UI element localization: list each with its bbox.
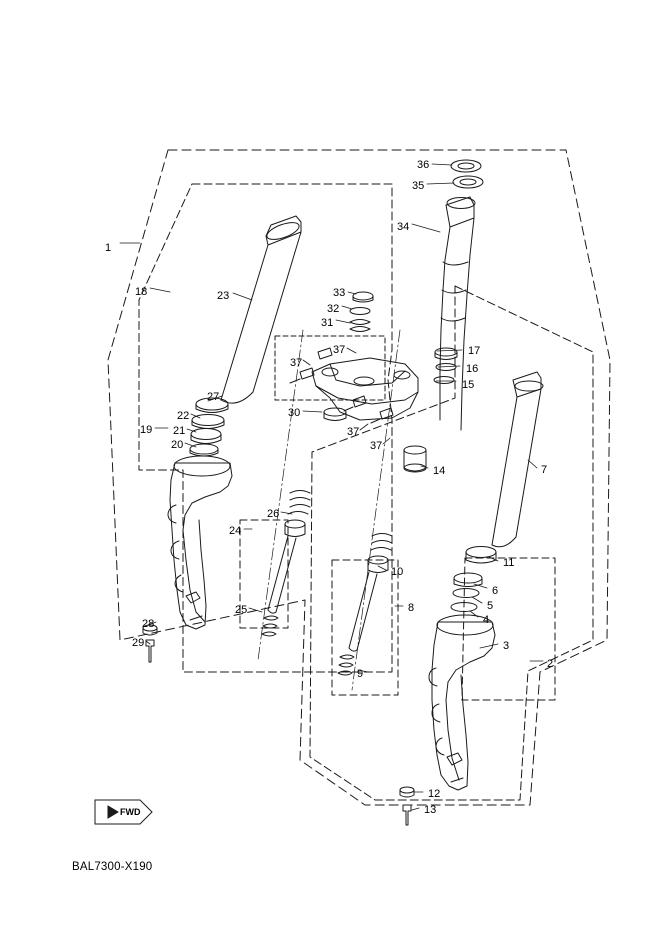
callout-number-4: 4 bbox=[483, 614, 490, 626]
part-33-ring bbox=[353, 292, 373, 302]
part-11-ring bbox=[466, 547, 496, 564]
part-21-seal bbox=[191, 429, 221, 444]
callout-number-32: 32 bbox=[327, 303, 340, 315]
part-36-ring bbox=[451, 160, 481, 172]
part-code-label: BAL7300-X190 bbox=[72, 861, 153, 873]
callout-number-15: 15 bbox=[462, 379, 475, 391]
callout-number-21: 21 bbox=[173, 425, 186, 437]
callout-number-5: 5 bbox=[487, 600, 494, 612]
callout-number-11: 11 bbox=[503, 557, 515, 569]
callout-number-6: 6 bbox=[492, 585, 499, 597]
part-6-ring bbox=[454, 573, 482, 587]
part-15-ring bbox=[434, 377, 454, 384]
callout-number-30: 30 bbox=[288, 407, 301, 419]
callout-number-24: 24 bbox=[229, 525, 242, 537]
part-3-right-slider bbox=[429, 615, 495, 790]
group-boundary-2 bbox=[310, 286, 593, 800]
callout-number-37a: 37 bbox=[290, 357, 303, 369]
callout-number-36: 36 bbox=[417, 159, 430, 171]
callout-number-33: 33 bbox=[333, 287, 346, 299]
part-13-bolt bbox=[403, 805, 411, 825]
part-31-spring bbox=[350, 320, 370, 332]
callout-number-25: 25 bbox=[235, 604, 248, 616]
part-12-bolt bbox=[400, 787, 414, 797]
callout-number-22: 22 bbox=[177, 410, 190, 422]
part-14-collar bbox=[404, 446, 426, 472]
callout-number-9: 9 bbox=[357, 668, 364, 680]
callout-number-31: 31 bbox=[321, 317, 334, 329]
part-30-under-bracket bbox=[312, 358, 418, 420]
part-30-collar bbox=[324, 408, 346, 421]
part-19-left-slider bbox=[168, 456, 232, 629]
callout-number-7: 7 bbox=[541, 464, 548, 476]
callout-number-26: 26 bbox=[267, 508, 280, 520]
callout-number-14: 14 bbox=[433, 465, 446, 477]
callout-number-3: 3 bbox=[503, 640, 510, 652]
callout-number-37c: 37 bbox=[347, 426, 360, 438]
part-34-inner-tube bbox=[440, 197, 475, 430]
callout-number-12: 12 bbox=[428, 788, 441, 800]
callout-number-37d: 37 bbox=[370, 440, 383, 452]
group-boundary-3 bbox=[462, 558, 555, 700]
callout-number-10: 10 bbox=[391, 566, 404, 578]
part-17-ring bbox=[435, 348, 457, 360]
callout-number-13: 13 bbox=[424, 804, 437, 816]
callout-number-20: 20 bbox=[171, 439, 184, 451]
callout-number-34: 34 bbox=[397, 221, 410, 233]
part-35-ring bbox=[453, 176, 483, 188]
callout-number-23: 23 bbox=[217, 290, 230, 302]
part-23-outer-tube bbox=[221, 216, 301, 403]
callout-number-2: 2 bbox=[547, 658, 554, 670]
callout-number-16: 16 bbox=[466, 363, 479, 375]
callout-number-18: 18 bbox=[135, 286, 148, 298]
callout-number-8: 8 bbox=[408, 602, 415, 614]
callout-number-28: 28 bbox=[142, 618, 155, 630]
part-5-ring bbox=[453, 589, 479, 598]
callout-number-29: 29 bbox=[132, 637, 145, 649]
part-20-ring bbox=[190, 444, 218, 456]
fwd-label: FWD bbox=[120, 807, 141, 817]
part-32-ring bbox=[350, 308, 370, 315]
part-8-rod bbox=[349, 572, 377, 651]
callout-number-17: 17 bbox=[468, 345, 481, 357]
callout-number-37b: 37 bbox=[333, 344, 346, 356]
callout-number-19: 19 bbox=[140, 424, 153, 436]
callout-number-35: 35 bbox=[412, 180, 425, 192]
callout-number-1: 1 bbox=[105, 242, 112, 254]
part-25-rod bbox=[262, 536, 296, 636]
part-29-bolt bbox=[146, 640, 154, 662]
callout-number-27: 27 bbox=[207, 391, 220, 403]
part-7-outer-tube bbox=[492, 372, 543, 547]
